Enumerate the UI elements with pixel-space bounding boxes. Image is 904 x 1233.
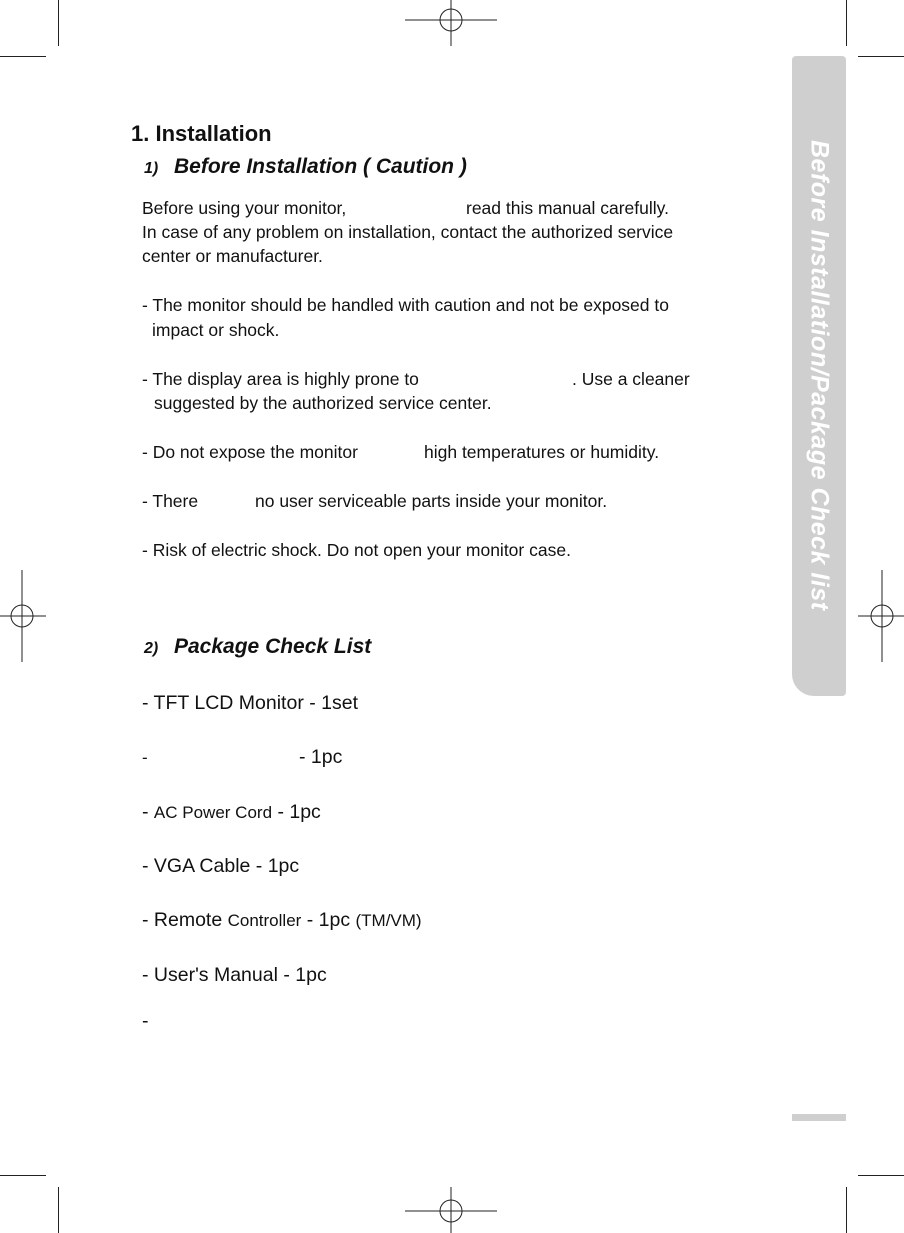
package-item-monitor: - TFT LCD Monitor - 1set: [142, 692, 358, 714]
section2-number: 2): [144, 640, 159, 657]
section1-title: Before Installation ( Caution ): [174, 155, 467, 178]
caution-bullet-2b: . Use a cleaner: [572, 369, 690, 389]
registration-target-right-icon: [858, 570, 904, 662]
package-item-blank-last: -: [142, 1010, 149, 1032]
package-item-blank-qty: - 1pc: [299, 746, 343, 768]
registration-target-bottom-icon: [405, 1187, 497, 1233]
caution-bullet-3a: - Do not expose the monitor: [142, 442, 358, 462]
intro-line2: In case of any problem on installation, contact the authorized service: [142, 222, 674, 242]
package-item-power-cord: - AC Power Cord - 1pc: [142, 801, 321, 823]
section2-title: Package Check List: [174, 635, 372, 658]
intro-line1b: read this manual carefully.: [466, 198, 669, 218]
page-title: 1. Installation: [131, 121, 272, 146]
caution-bullet-5: - Risk of electric shock. Do not open your monitor case.: [142, 540, 571, 560]
intro-line1a: Before using your monitor,: [142, 198, 347, 218]
registration-target-left-icon: [0, 570, 46, 662]
package-item-vga-cable: - VGA Cable - 1pc: [142, 855, 300, 877]
caution-bullet-2: - The display area is highly prone to: [142, 369, 419, 389]
page-footer-bar: [792, 1114, 846, 1121]
caution-bullet-1: - The monitor should be handled with caution and not be exposed to: [142, 295, 669, 315]
caution-bullet-2-cont: suggested by the authorized service center.: [154, 393, 492, 413]
intro-line3: center or manufacturer.: [142, 246, 323, 266]
caution-bullet-4a: - There: [142, 491, 199, 511]
caution-bullet-3b: high temperatures or humidity.: [424, 442, 660, 462]
caution-bullet-4b: no user serviceable parts inside your monitor.: [255, 491, 608, 511]
package-item-remote: - Remote Controller - 1pc (TM/VM): [142, 909, 422, 931]
registration-target-top-icon: [405, 0, 497, 46]
sidebar-label: Before Installation/Package Check list: [805, 140, 834, 611]
package-item-manual: - User's Manual - 1pc: [142, 964, 327, 986]
caution-bullet-1-cont: impact or shock.: [152, 320, 280, 340]
package-item-blank-dash: -: [142, 748, 148, 767]
section1-number: 1): [144, 160, 159, 177]
